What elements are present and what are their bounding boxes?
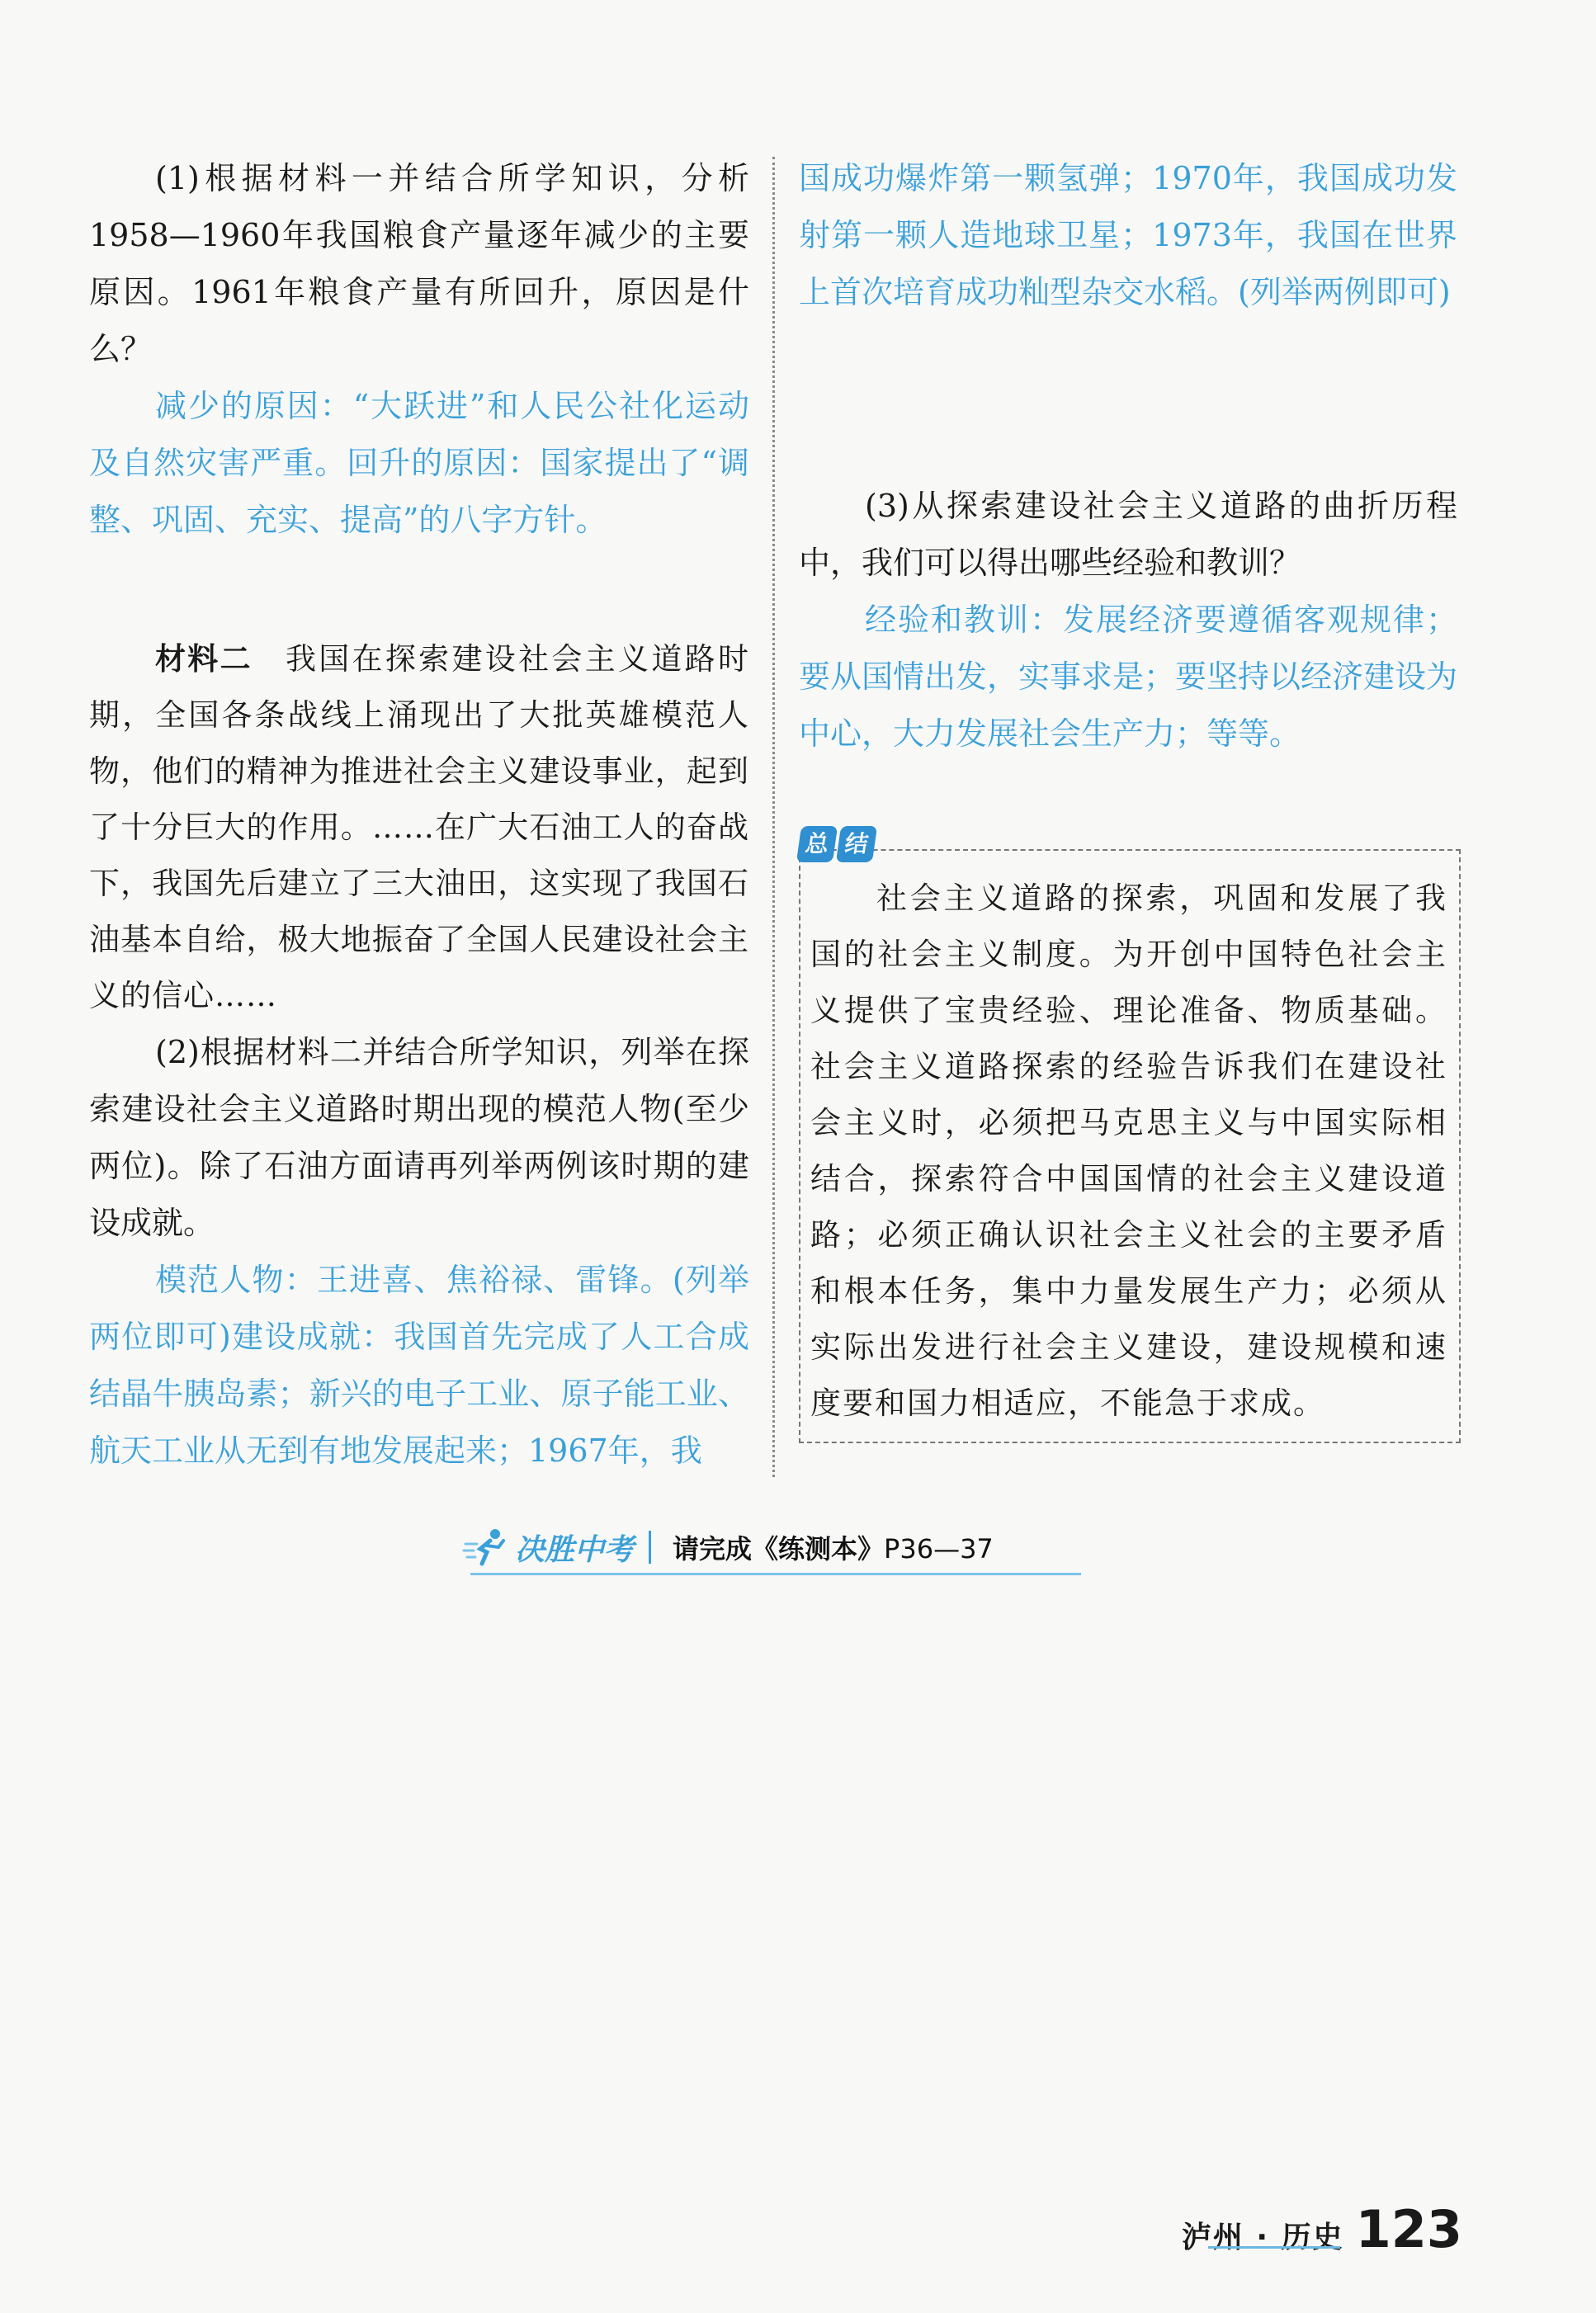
summary-badge (799, 826, 875, 862)
banner-logo-text: 决胜中考 (515, 1532, 635, 1567)
task-pages: P36—37 (884, 1533, 994, 1565)
right-column (799, 150, 1457, 1443)
question-1: (1)根据材料一并结合所学知识，分析1958—1960年我国粮食产量逐年减少的主要原因。1961年粮食产量有所回升，原因是什么？ (89, 160, 749, 367)
material-2-text: 我国在探索建设社会主义道路时期，全国各条战线上涌现出了大批英雄模范人物，他们的精神为推进社会主义建设事业，起到了十分巨大的作用。……在广大石油工人的奋战下，我国先后建立了三大油田，这实现了我国石油基本自给，极大地振奋了全国人民建设社会主义的信心…… (89, 641, 749, 1013)
material-2-label: 材料二 (155, 641, 253, 677)
banner-task (673, 1528, 994, 1566)
runner-icon (462, 1527, 510, 1567)
banner-underline (470, 1573, 1081, 1575)
answer-2-continued: 国成功爆炸第一颗氢弹；1970年，我国成功发射第一颗人造地球卫星；1973年，我国在世界上首次培育成功籼型杂交水稻。(列举两例即可) (799, 160, 1457, 310)
task-prefix: 请完成 (673, 1533, 753, 1565)
footer-underline (1208, 2246, 1340, 2249)
summary-box (799, 849, 1461, 1443)
page-number: 123 (1355, 2199, 1462, 2259)
question-2: (2)根据材料二并结合所学知识，列举在探索建设社会主义道路时期出现的模范人物(至少两位)。除了石油方面请再列举两例该时期的建设成就。 (89, 1034, 749, 1241)
material-2 (89, 631, 749, 1024)
task-book: 《练测本》 (752, 1533, 885, 1565)
left-column (89, 150, 749, 1480)
answer-3: 经验和教训：发展经济要遵循客观规律；要从国情出发，实事求是；要坚持以经济建设为中心，大力发展社会生产力；等等。 (799, 602, 1458, 752)
column-divider (772, 157, 775, 1477)
page-footer (1182, 2199, 1462, 2259)
banner-logo (462, 1527, 634, 1569)
summary-badge-char-1: 总 (796, 826, 838, 862)
summary-text: 社会主义道路的探索，巩固和发展了我国的社会主义制度。为开创中国特色社会主义提供了宝贵经验、理论准备、物质基础。社会主义道路探索的经验告诉我们在建设社会主义时，必须把马克思主义与中国实际相结合，探索符合中国国情的社会主义建设道路；必须正确认识社会主义社会的主要矛盾和根本任务，集中力量发展生产力；必须从实际出发进行社会主义建设，建设规模和速度要和国力相适应，不能急于求成。 (810, 880, 1447, 1421)
summary-section (799, 830, 1457, 1443)
banner-separator (649, 1531, 651, 1564)
footer-region: 泸州 · 历史 (1181, 2221, 1344, 2254)
answer-1: 减少的原因：“大跃进”和人民公社化运动及自然灾害严重。回升的原因：国家提出了“调整、巩固、充实、提高”的八字方针。 (89, 388, 749, 538)
summary-badge-char-2: 结 (836, 826, 877, 862)
practice-banner (462, 1518, 1089, 1576)
answer-2: 模范人物：王进喜、焦裕禄、雷锋。(列举两位即可)建设成就：我国首先完成了人工合成结晶牛胰岛素；新兴的电子工业、原子能工业、航天工业从无到有地发展起来；1967年，我 (89, 1262, 749, 1469)
question-3: (3)从探索建设社会主义道路的曲折历程中，我们可以得出哪些经验和教训？ (799, 488, 1457, 581)
